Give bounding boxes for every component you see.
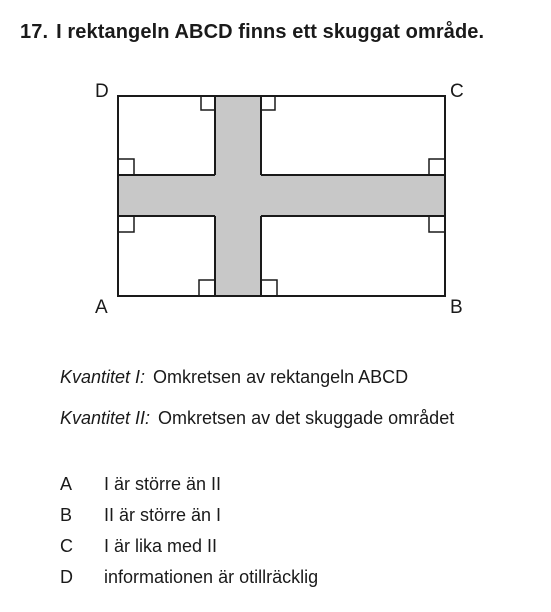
quantity-1-text: Omkretsen av rektangeln ABCD: [153, 367, 409, 387]
answer-options: [60, 474, 318, 598]
answer-option-c[interactable]: [60, 536, 318, 567]
right-angle-marker: [261, 280, 277, 296]
right-angle-marker: [429, 216, 445, 232]
option-letter: D: [60, 567, 73, 587]
right-angle-marker: [118, 159, 134, 175]
vertex-label-b: B: [450, 297, 463, 318]
answer-option-d[interactable]: [60, 567, 318, 598]
option-letter: B: [60, 505, 73, 525]
vertex-label-c: C: [450, 81, 464, 102]
option-letter: C: [60, 536, 73, 556]
right-angle-marker: [261, 96, 275, 110]
right-angle-marker: [199, 280, 215, 296]
answer-option-a[interactable]: [60, 474, 318, 505]
shaded-region: [118, 96, 445, 296]
vertex-label-a: A: [95, 297, 108, 318]
quantity-2-text: Omkretsen av det skuggade området: [158, 408, 455, 428]
right-angle-marker: [118, 216, 134, 232]
option-text: informationen är otillräcklig: [104, 567, 319, 587]
shaded-horizontal-strip: [118, 175, 445, 216]
quantity-2-label: Kvantitet II:: [60, 408, 151, 428]
right-angle-marker: [429, 159, 445, 175]
option-text: II är större än I: [104, 505, 222, 525]
option-letter: A: [60, 474, 73, 494]
vertex-label-d: D: [95, 81, 109, 102]
right-angle-marker: [201, 96, 215, 110]
quantity-2: [60, 408, 454, 429]
quantity-1: [60, 367, 408, 388]
option-text: I är lika med II: [104, 536, 218, 556]
answer-option-b[interactable]: [60, 505, 318, 536]
quantity-1-label: Kvantitet I:: [60, 367, 146, 387]
option-text: I är större än II: [104, 474, 222, 494]
question-text: I rektangeln ABCD finns ett skuggat område.: [56, 21, 485, 43]
question-number: 17.: [20, 21, 49, 43]
